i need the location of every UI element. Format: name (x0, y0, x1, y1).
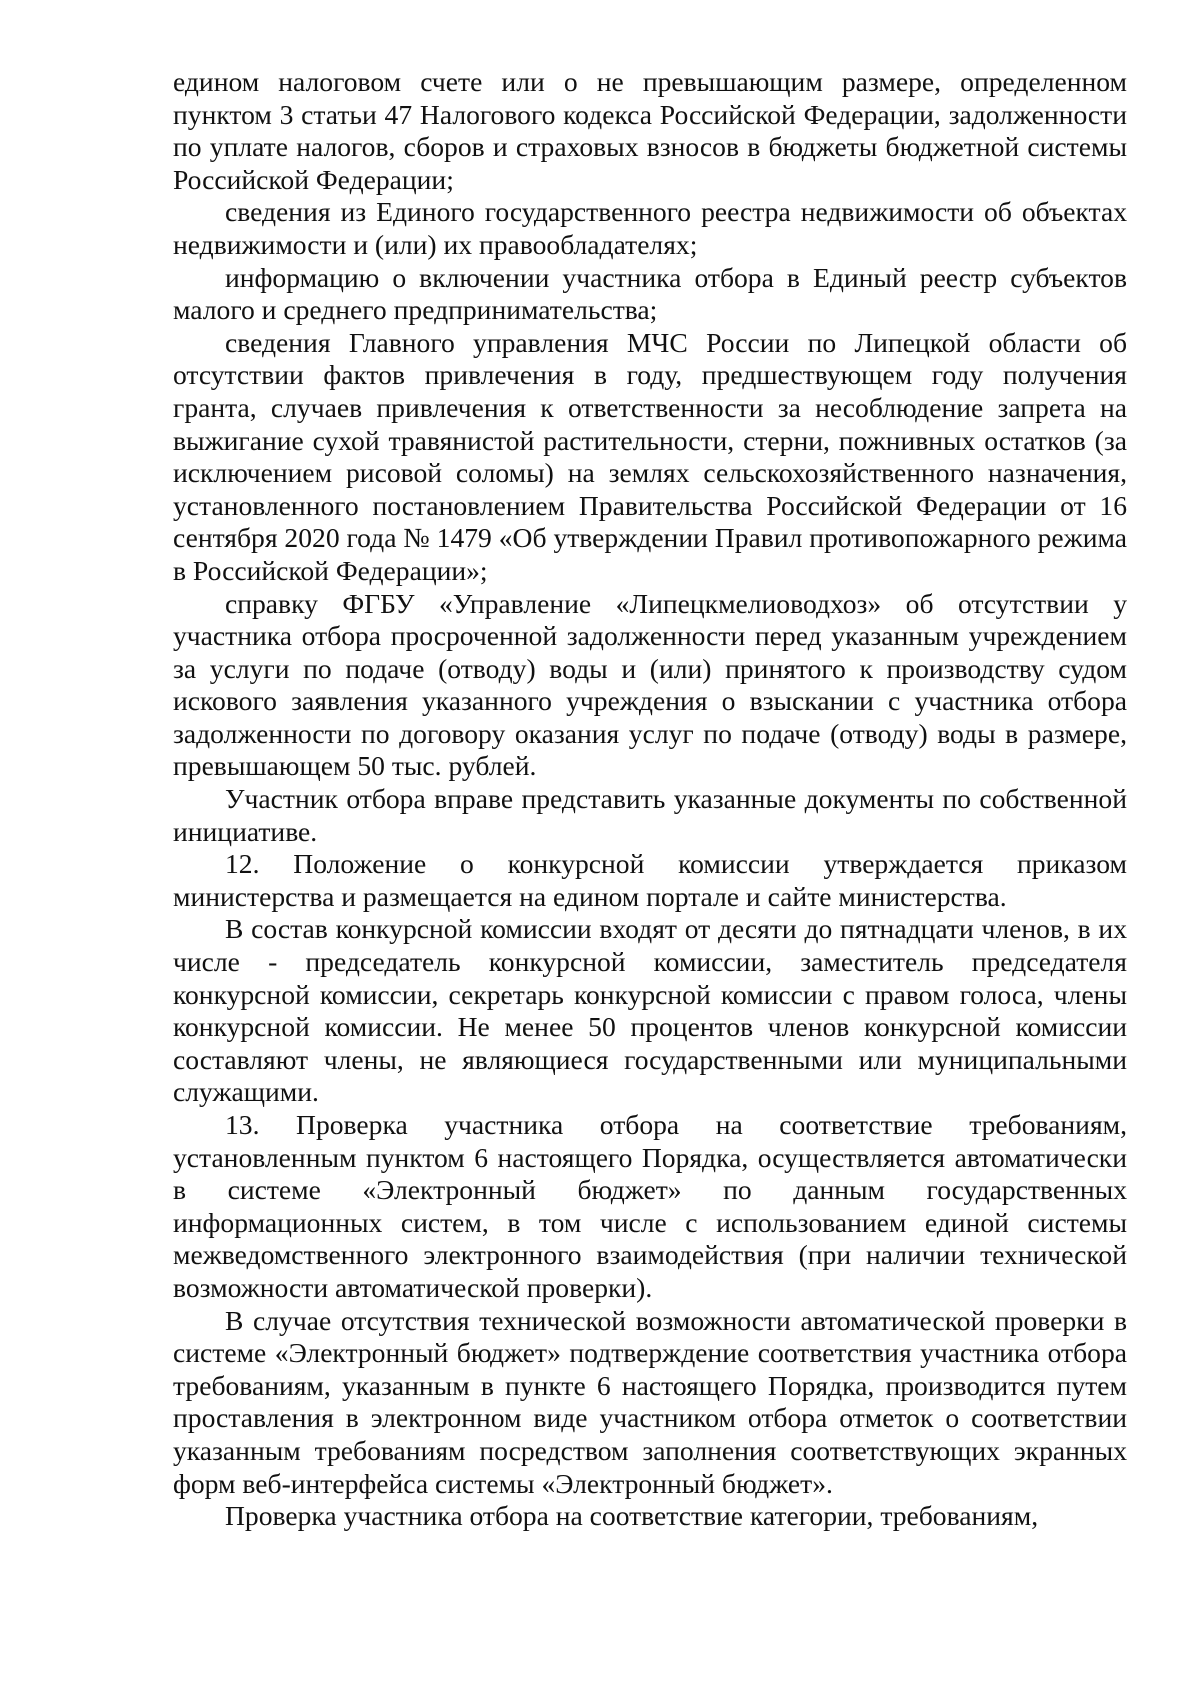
paragraph-tax-debt-continuation: едином налоговом счете или о не превышающим размере, определенном пунктом 3 статьи 47 Налогового кодекса Российской Федерации, задолженности по уплате налогов, сборов и страховых взносов в бюджеты бюджетной системы Российской Федерации; (173, 66, 1127, 195)
paragraph-melioration-certificate: справку ФГБУ «Управление «Липецкмелиоводхоз» об отсутствии у участника отбора просроченной задолженности перед указанным учреждением за услуги по подаче (отводу) воды и (или) принятого к производству судом искового заявления указанного учреждения о взыскании с участника отбора задолженности по договору оказания услуг по подаче (отводу) воды в размере, превышающем 50 тыс. рублей. (173, 587, 1127, 782)
paragraph-own-initiative: Участник отбора вправе представить указанные документы по собственной инициативе. (173, 783, 1127, 847)
paragraph-section-12: 12. Положение о конкурсной комиссии утверждается приказом министерства и размещается на едином портале и сайте министерства. (173, 848, 1127, 912)
paragraph-category-verification: Проверка участника отбора на соответствие категории, требованиям, (225, 1500, 1039, 1532)
paragraph-manual-verification: В случае отсутствия технической возможности автоматической проверки в системе «Электронный бюджет» подтверждение соответствия участника отбора требованиям, указанным в пункте 6 настоящего Порядка, производится путем проставления в электронном виде участником отбора отметок о соответствии указанным требованиям посредством заполнения соответствующих экранных форм веб-интерфейса системы «Электронный бюджет». (173, 1304, 1127, 1499)
paragraph-sme-registry: информацию о включении участника отбора в Единый реестр субъектов малого и среднего предпринимательства; (173, 261, 1127, 326)
paragraph-section-13: 13. Проверка участника отбора на соответствие требованиям, установленным пунктом 6 настоящего Порядка, осуществляется автоматически в системе «Электронный бюджет» по данным государственных информационных систем, в том числе с использованием единой системы межведомственного электронного взаимодействия (при наличии технической возможности автоматической проверки). (173, 1109, 1127, 1303)
paragraph-real-estate-registry: сведения из Единого государственного реестра недвижимости об объектах недвижимости и (или) их правообладателях; (173, 196, 1127, 260)
document-page (173, 66, 1127, 1533)
paragraph-emergency-ministry-info: сведения Главного управления МЧС России по Липецкой области об отсутствии фактов привлечения в году, предшествующем году получения гранта, случаев привлечения к ответственности за несоблюдение запрета на выжигание сухой травянистой растительности, стерни, пожнивных остатков (за исключением рисовой соломы) на землях сельскохозяйственного назначения, установленного постановлением Правительства Российской Федерации от 16 сентября 2020 года № 1479 «Об утверждении Правил противопожарного режима в Российской Федерации»; (173, 326, 1127, 586)
paragraph-commission-composition: В состав конкурсной комиссии входят от десяти до пятнадцати членов, в их числе - председатель конкурсной комиссии, заместитель председателя конкурсной комиссии, секретарь конкурсной комиссии с правом голоса, члены конкурсной комиссии. Не менее 50 процентов членов конкурсной комиссии составляют члены, не являющиеся государственными или муниципальными служащими. (173, 913, 1127, 1108)
